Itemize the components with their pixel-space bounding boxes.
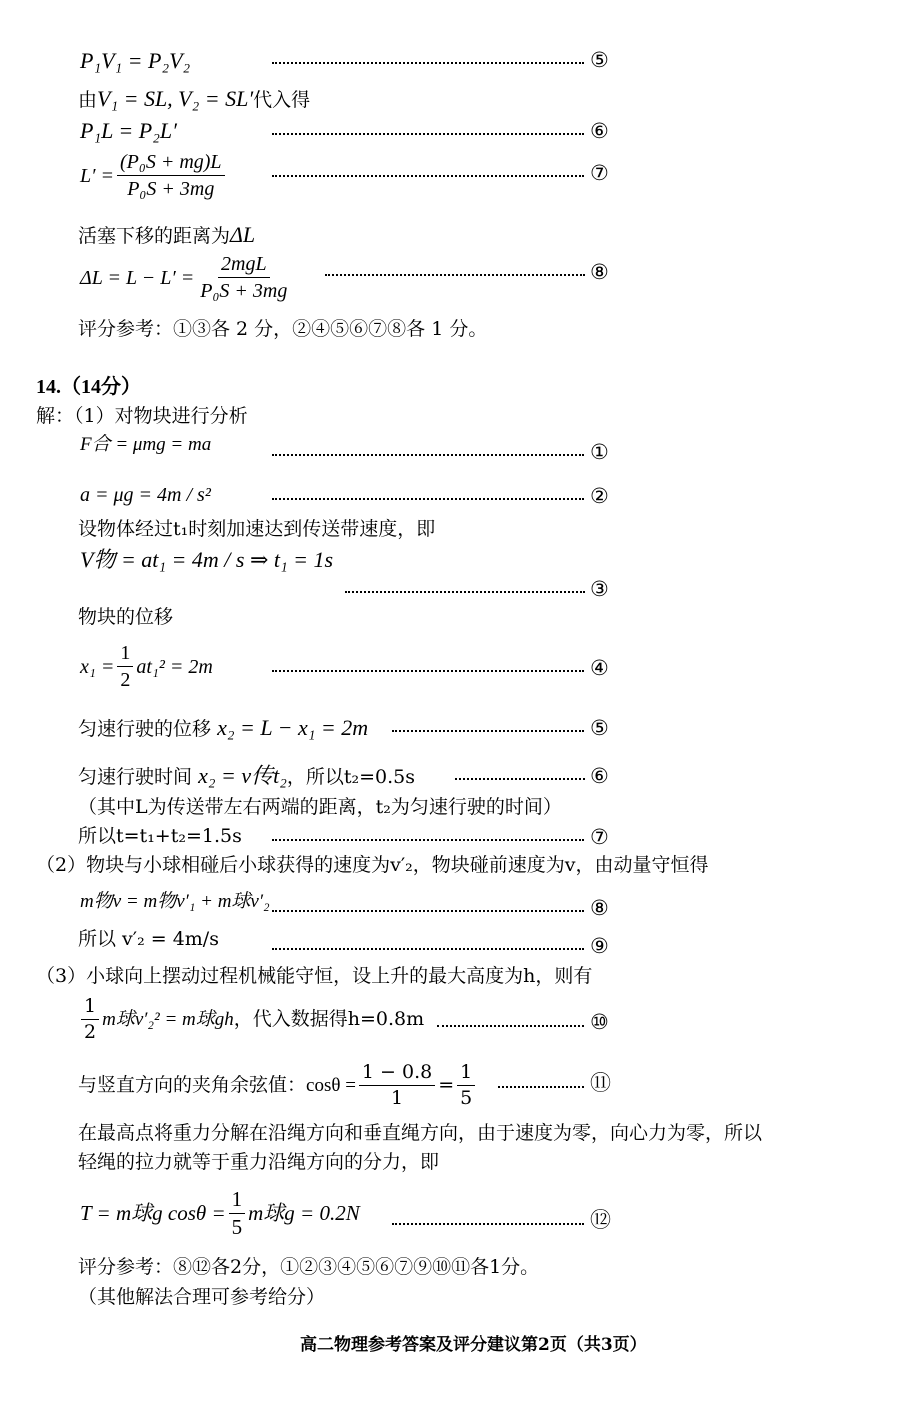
leader-dots xyxy=(272,452,584,456)
eq10-numerator: 1 xyxy=(81,996,99,1020)
equation-3: V物 = at₁ = 4m / s ⇒ t₁ = 1s xyxy=(80,547,334,572)
paragraph-line-1: 在最高点将重力分解在沿绳方向和垂直绳方向，由于速度为零，向心力为零，所以 xyxy=(78,1122,763,1144)
page-footer: 高二物理参考答案及评分建议第2页（共3页） xyxy=(300,1335,647,1355)
substitution-line xyxy=(78,88,310,110)
marker-5: ⑤ xyxy=(590,48,609,72)
eq12-numerator: 1 xyxy=(229,1188,246,1214)
leader-dots xyxy=(272,837,584,841)
note-line: （其中L为传送带左右两端的距离，t₂为匀速行驶的时间） xyxy=(78,796,562,818)
leader-dots xyxy=(272,131,584,135)
marker-2: ② xyxy=(590,484,609,508)
paragraph-line-2: 轻绳的拉力就等于重力沿绳方向的分力，即 xyxy=(78,1151,440,1173)
marker-11: ⑪ xyxy=(590,1071,611,1095)
uniform-displacement-line xyxy=(78,717,368,739)
marker-4: ④ xyxy=(590,656,609,680)
accel-text: 设物体经过t₁时刻加速达到传送带速度，即 xyxy=(78,518,436,540)
cos-numerator-2: 1 xyxy=(457,1062,475,1086)
eq8-lhs: ΔL = L − L′ = xyxy=(80,266,195,289)
displacement-text: 物块的位移 xyxy=(78,606,174,628)
equation-7b: 所以t=t₁+t₂=1.5s xyxy=(78,825,242,847)
eq7-lhs: L′ = xyxy=(80,164,114,187)
marker-8b: ⑧ xyxy=(590,896,609,920)
leader-dots xyxy=(272,668,584,672)
equation-6: P₁L = P₂L′ xyxy=(80,118,177,143)
eq7-fraction xyxy=(117,151,225,200)
e6-math: x₂ = v传t₂ xyxy=(198,763,287,788)
e5-text: 匀速行驶的位移 xyxy=(78,718,212,740)
marker-7b: ⑦ xyxy=(590,825,609,849)
scoring-13: 评分参考：①③各 2 分，②④⑤⑥⑦⑧各 1 分。 xyxy=(78,318,488,340)
leader-dots xyxy=(272,908,584,912)
leader-dots xyxy=(272,946,584,950)
marker-6b: ⑥ xyxy=(590,764,609,788)
eq4-lhs: x₁ = xyxy=(80,655,115,678)
piston-line xyxy=(78,224,255,246)
cos-text: 与竖直方向的夹角余弦值： xyxy=(78,1073,307,1096)
marker-12: ⑫ xyxy=(590,1208,611,1232)
marker-1: ① xyxy=(590,440,609,464)
substitution-text-b: 代入得 xyxy=(253,89,311,111)
part-3-text: （3）小球向上摆动过程机械能守恒，设上升的最大高度为h，则有 xyxy=(36,965,593,987)
eq12-denominator: 5 xyxy=(231,1215,243,1240)
equation-7 xyxy=(80,151,228,200)
cos-lhs: cosθ = xyxy=(306,1074,356,1096)
eq7-numerator: (P₀S + mg)L xyxy=(117,151,225,176)
equation-8b: m物v = m物v′₁ + m球v′₂ xyxy=(80,891,270,912)
e6-text: 匀速行驶时间 xyxy=(78,766,193,788)
leader-dots xyxy=(392,1221,584,1225)
eq10-denominator: 2 xyxy=(84,1020,97,1043)
scoring-14: 评分参考：⑧⑫各2分，①②③④⑤⑥⑦⑨⑩⑪各1分。 xyxy=(78,1256,540,1278)
marker-8: ⑧ xyxy=(590,260,609,284)
eq12-rhs: m球g = 0.2N xyxy=(248,1201,360,1226)
eq8-fraction xyxy=(197,253,290,302)
equation-10 xyxy=(78,996,424,1043)
eq8-denominator: P₀S + 3mg xyxy=(200,280,288,302)
substitution-math: V₁ = SL, V₂ = SL′ xyxy=(97,86,254,111)
e6-tail: ，所以t₂=0.5s xyxy=(286,766,415,788)
equation-8 xyxy=(80,253,293,302)
e5-math: x₂ = L − x₁ = 2m xyxy=(217,715,369,740)
leader-dots xyxy=(272,496,584,500)
eq10-math: m球v′₂² = m球gh xyxy=(102,1008,234,1030)
piston-math: ΔL xyxy=(230,222,256,247)
part-2-text: （2）物块与小球相碰后小球获得的速度为v′₂，物块碰前速度为v，由动量守恒得 xyxy=(36,854,709,876)
other-methods-note: （其他解法合理可参考给分） xyxy=(78,1286,326,1308)
cos-denominator-2: 5 xyxy=(460,1086,473,1109)
eq12-lhs: T = m球g cosθ = xyxy=(80,1201,226,1226)
substitution-text-a: 由 xyxy=(78,89,98,111)
cos-numerator: 1 − 0.8 xyxy=(359,1062,435,1086)
marker-10: ⑩ xyxy=(590,1010,609,1034)
leader-dots xyxy=(272,173,584,177)
leader-dots xyxy=(345,589,585,593)
eq4-fraction xyxy=(117,642,133,691)
eq4-numerator: 1 xyxy=(117,642,133,667)
uniform-time-line xyxy=(78,765,415,787)
question-14-heading: 14.（14分） xyxy=(36,376,141,398)
eq8-numerator: 2mgL xyxy=(218,253,270,278)
leader-dots xyxy=(455,776,585,780)
cos-denominator: 1 xyxy=(391,1086,404,1109)
cosine-line xyxy=(78,1062,478,1109)
solution-part-1: 解：（1）对物块进行分析 xyxy=(36,405,248,427)
leader-dots xyxy=(392,728,584,732)
leader-dots xyxy=(272,60,584,64)
marker-3: ③ xyxy=(590,577,609,601)
marker-6: ⑥ xyxy=(590,119,609,143)
equation-5: P₁V₁ = P₂V₂ xyxy=(80,48,191,73)
piston-text: 活塞下移的距离为 xyxy=(78,225,231,247)
eq4-rhs: at₁² = 2m xyxy=(136,655,213,678)
cos-equals: = xyxy=(438,1073,455,1096)
equation-4 xyxy=(80,642,213,691)
leader-dots xyxy=(325,272,585,276)
eq10-tail: ，代入数据得h=0.8m xyxy=(233,1007,425,1030)
marker-5b: ⑤ xyxy=(590,716,609,740)
marker-7: ⑦ xyxy=(590,161,609,185)
equation-12 xyxy=(80,1188,360,1239)
eq12-fraction xyxy=(229,1188,246,1239)
leader-dots xyxy=(437,1023,584,1027)
equation-9: 所以 v′₂ = 4m/s xyxy=(78,928,219,950)
cos-fraction-2 xyxy=(457,1062,475,1109)
eq10-fraction xyxy=(81,996,99,1043)
cos-fraction xyxy=(359,1062,435,1109)
equation-1: F合 = μmg = ma xyxy=(80,434,212,455)
eq7-denominator: P₀S + 3mg xyxy=(127,178,215,200)
eq4-denominator: 2 xyxy=(120,669,131,691)
equation-2: a = μg = 4m / s² xyxy=(80,484,211,506)
marker-9: ⑨ xyxy=(590,934,609,958)
leader-dots xyxy=(498,1084,584,1088)
